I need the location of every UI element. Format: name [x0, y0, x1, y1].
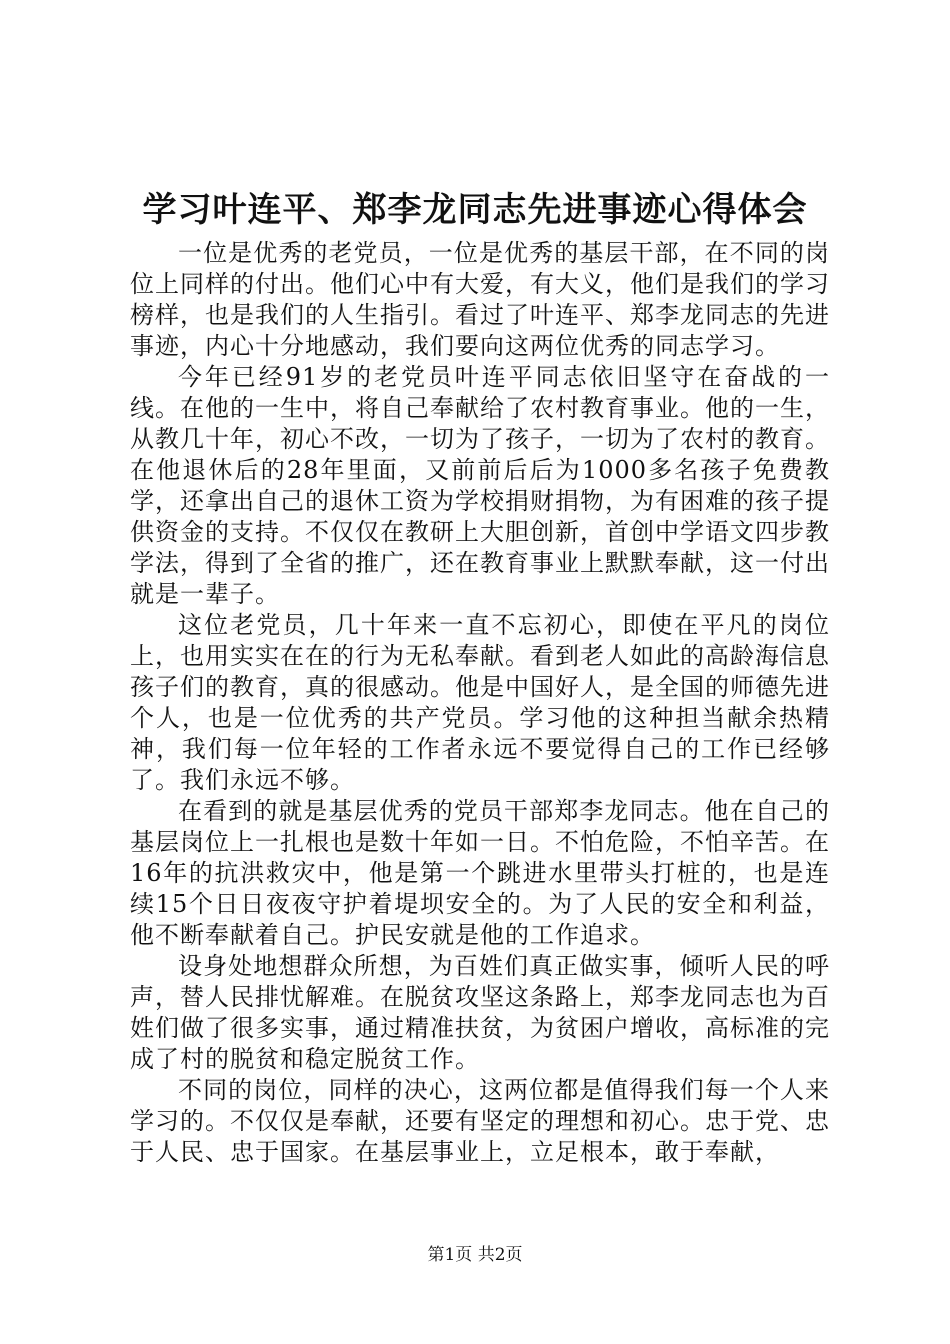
document-body	[130, 238, 830, 1168]
paragraph-3: 这位老党员，几十年来一直不忘初心，即使在平凡的岗位上，也用实实在在的行为无私奉献。看到老人如此的高龄海信息孩子们的教育，真的很感动。他是中国好人，是全国的师德先进个人，也是一位优秀的共产党员。学习他的这种担当献余热精神，我们每一位年轻的工作者永远不要觉得自己的工作已经够了。我们永远不够。	[130, 611, 830, 794]
document-title: 学习叶连平、郑李龙同志先进事迹心得体会	[142, 190, 808, 230]
paragraph-6: 不同的岗位，同样的决心，这两位都是值得我们每一个人来学习的。不仅仅是奉献，还要有坚定的理想和初心。忠于党、忠于人民、忠于国家。在基层事业上，立足根本，敢于奉献，	[130, 1076, 830, 1166]
paragraph-4: 在看到的就是基层优秀的党员干部郑李龙同志。他在自己的基层岗位上一扎根也是数十年如一日。不怕危险，不怕辛苦。在16年的抗洪救灾中，他是第一个跳进水里带头打桩的，也是连续15个日日夜夜守护着堤坝安全的。为了人民的安全和利益，他不断奉献着自己。护民安就是他的工作追求。	[130, 797, 830, 949]
page-footer: 第1页 共2页	[427, 1245, 523, 1265]
paragraph-5: 设身处地想群众所想，为百姓们真正做实事，倾听人民的呼声，替人民排忧解难。在脱贫攻坚这条路上，郑李龙同志也为百姓们做了很多实事，通过精准扶贫，为贫困户增收，高标准的完成了村的脱贫和稳定脱贫工作。	[130, 952, 830, 1073]
paragraph-1: 一位是优秀的老党员，一位是优秀的基层干部，在不同的岗位上同样的付出。他们心中有大爱，有大义，他们是我们的学习榜样，也是我们的人生指引。看过了叶连平、郑李龙同志的先进事迹，内心十分地感动，我们要向这两位优秀的同志学习。	[130, 239, 830, 360]
paragraph-2: 今年已经91岁的老党员叶连平同志依旧坚守在奋战的一线。在他的一生中，将自己奉献给了农村教育事业。他的一生，从教几十年，初心不改，一切为了孩子，一切为了农村的教育。在他退休后的28年里面，又前前后后为1000多名孩子免费教学，还拿出自己的退休工资为学校捐财捐物，为有困难的孩子提供资金的支持。不仅仅在教研上大胆创新，首创中学语文四步教学法，得到了全省的推广，还在教育事业上默默奉献，这一付出就是一辈子。	[130, 363, 830, 608]
